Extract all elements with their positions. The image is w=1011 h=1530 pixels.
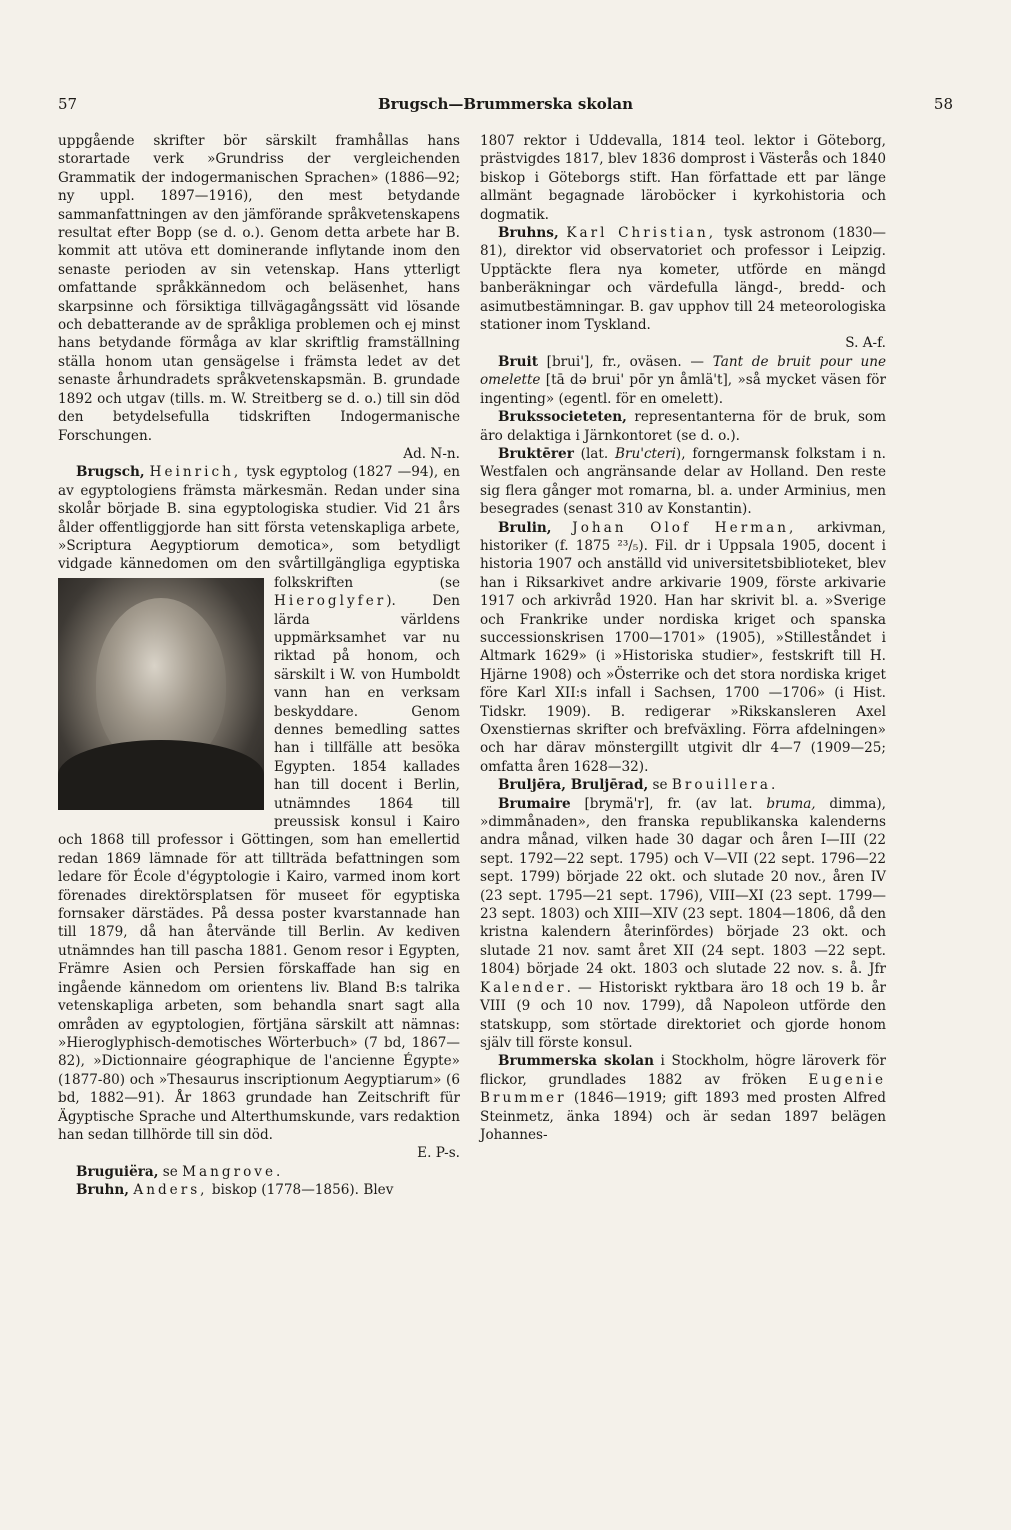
entry-text: arkivman, historiker (f. 1875 ²³/₅). Fil. dr i Uppsala 1905, docent i historia 1907 och anställd vid universitetsbiblioteket, blev han i Riksarkivet andre arkivarie 1909, förste arkivarie 1917 och arkivråd 1920. Han har skrivit bl. a. »Sverige och Frankrike under nordiska kriget och spanska successionskrisen 1700—1701» (1905), »Stilleståndet i Altmark 1629» (i »Historiska studier», festskrift till H. Hjärne 1908) och »Österrike och det stora nordiska kriget före Karl XII:s infall i Sachsen, 1700 —1706» (i Hist. Tidskr. 1909). B. redigerar »Rikskansleren Axel Oxenstiernas skrifter och brefväxling. Förra afdelningen» och har därav mönstergillt utgivit dlr 4—7 (1909—25; omfatta åren 1628—32).	[480, 519, 887, 775]
page-header	[58, 95, 953, 119]
entry-brulin	[480, 519, 886, 777]
entry-text: . — Historiskt ryktbara äro 18 och 19 b. år VIII (9 och 10 nov. 1799), då Napoleon utförde den statskupp, som störtade direktoriet och gjorde honom själv till förste konsul.	[480, 979, 886, 1051]
entry-text: biskop (1778—1856). Blev	[207, 1182, 394, 1199]
entry-given-name: Johan Olof Herman,	[572, 519, 797, 536]
entry-text: tysk egyptolog (1827 —94), en av egyptologiens främsta märkesmän. Redan under sina skolår började B. sina egyptologiska studier. Vid 21 års ålder offentliggjorde han sitt första vetenskapliga arbete, »Scriptura Aegyptiorum demotica», som betydligt vidgade kännedomen om den svårtillgängliga egyptiska folkskriften (se	[58, 464, 460, 591]
entry-brumaire	[480, 795, 886, 1053]
entry-brugsch	[58, 463, 460, 1144]
entry-brukterer	[480, 445, 886, 519]
entry-text: se	[158, 1163, 183, 1180]
entry-text: i Stockholm, högre läroverk för flickor, grundlades 1882 av fröken	[480, 1053, 886, 1088]
entry-brukssocieteten	[480, 408, 886, 445]
cross-reference: Brouillera	[671, 777, 771, 794]
entry-continuation: uppgående skrifter bör särskilt framhållas hans storartade verk »Grundriss der vergleichenden Grammatik der indogermanischen Sprachen» (1886—92; ny uppl. 1897—1916), den mest betydande sammanfattningen av den jämförande språkvetenskapens resultat efter Bopp (se d. o.). Genom detta arbete har B. kommit att utöva ett dominerande inflytande inom den senaste perioden av sin vetenskap. Hans ytterligt omfattande språkkännedom och beläsenhet, hans skarpsinne och försiktiga tillvägagångssätt vid lösande och debatterande av de språkliga problemen och ej minst hans betydande förmåga av klar skriftlig framställning ställa honom utan gensägelse i främsta ledet av det senaste århundradets språkvetenskapsmän. B. grundade 1892 och utgav (tills. m. W. Streitberg se d. o.) till sin död den betydelsefulla tidskriften Indogermanische Forschungen.	[58, 133, 460, 444]
entry-bruhn	[58, 1181, 460, 1199]
entry-headword: Bruljēra, Bruljērad,	[498, 777, 649, 794]
right-column	[480, 132, 886, 1144]
entry-text: [brui'], fr., oväsen. —	[537, 353, 713, 370]
entry-text: (1846—1919; gift 1893 med prosten Alfred Steinmetz, änka 1894) och är sedan 1897 belägen Johannes-	[480, 1090, 886, 1143]
page-number-right: 58	[933, 95, 953, 113]
entry-bruhns	[480, 224, 886, 334]
entry-headword: Brugsch,	[76, 464, 145, 481]
author-signature: S. A-f.	[845, 335, 886, 352]
entry-text: .	[276, 1163, 281, 1180]
entry-brummerska	[480, 1052, 886, 1144]
entry-text: representanterna för de bruk, som äro delaktiga i Järnkontoret (se d. o.).	[480, 409, 886, 444]
entry-text: tysk astronom (1830—81), direktor vid observatoriet och professor i Leipzig. Upptäckte flera nya kometer, utförde en mängd banberäkningar och värdefulla längd-, bredd- och asimutbestämningar. B. gav upphov till 24 meteorologiska stationer inom Tyskland.	[480, 225, 886, 334]
cross-reference: Mangrove	[182, 1163, 277, 1180]
running-title: Brugsch—Brummerska skolan	[377, 95, 634, 113]
entry-bruguiera	[58, 1163, 460, 1181]
entry-italic: bruma,	[766, 795, 816, 812]
entry-bruljera	[480, 776, 886, 794]
entry-text: .	[770, 777, 776, 794]
entry-headword: Brulin,	[498, 519, 552, 536]
entry-headword: Bruhn,	[76, 1182, 130, 1199]
entry-headword: Bruguiëra,	[76, 1163, 159, 1180]
entry-text: dimma), »dimmånaden», den franska republikanska kalenderns andra månad, vilken hade 30 dagar och åren I—III (22 sept. 1792—22 sept. 1795) och V—VII (22 sept. 1796—22 sept. 1799) började 22 okt. och slutade 20 nov., åren IV (23 sept. 1795—21 sept. 1796), VIII—XI (23 sept. 1799—23 sept. 1803) och XIII—XIV (23 sept. 1804—1806, då den kristna kalendern återinfördes) började 23 okt. och slutade 21 nov. samt året XII (24 sept. 1803 —22 sept. 1804) började 24 okt. 1803 och slutade 22 nov. s. å. Jfr	[480, 795, 886, 978]
entry-headword: Bruktērer	[498, 445, 574, 462]
entry-text: ), forngermansk folkstam i n. Westfalen och angränsande delar av Holland. Den reste sig flera gånger mot romarna, bl. a. under Arminius, men besegrades (senast 310 av Konstantin).	[480, 445, 886, 518]
entry-continuation: 1807 rektor i Uddevalla, 1814 teol. lektor i Göteborg, prästvigdes 1817, blev 1836 domprost i Västerås och 1840 biskop i Göteborgs stift. Han författade ett par länge allmänt begagnade läroböcker i kyrkohistoria och dogmatik.	[480, 133, 886, 223]
entry-headword: Bruhns,	[498, 225, 559, 242]
entry-italic: Tant de bruit pour une omelette	[480, 353, 886, 389]
portrait-photo	[58, 578, 264, 810]
entry-text: [tā də brui' pōr yn åmlä't], »så mycket väsen för ingenting» (egentl. för en omelett).	[480, 372, 886, 407]
entry-headword: Bruit	[498, 353, 538, 370]
entry-given-name: Anders,	[133, 1182, 208, 1199]
author-signature: Ad. N-n.	[403, 445, 460, 462]
author-signature: E. P-s.	[417, 1145, 460, 1162]
entry-italic: Bru'cteri	[614, 445, 676, 462]
entry-bruit	[480, 353, 886, 408]
entry-given-name: Karl Christian,	[566, 225, 717, 242]
page-number-left: 57	[58, 95, 78, 113]
entry-text: se	[648, 777, 672, 794]
entry-headword: Brukssocieteten,	[498, 409, 627, 426]
entry-text: (lat.	[573, 445, 615, 462]
entry-headword: Brumaire	[498, 795, 571, 812]
entry-given-name: Heinrich,	[149, 464, 242, 481]
entry-headword: Brummerska skolan	[498, 1053, 654, 1070]
cross-reference: Hieroglyfer	[274, 593, 387, 610]
entry-given-name: Eugenie Brummer	[480, 1071, 886, 1107]
entry-text: ). Den lärda världens uppmärksamhet var nu riktad på honom, och särskilt i W. von Humboldt vann han en verksam beskyddare. Genom dennes bemedling sattes han i tillfälle att besöka Egypten. 1854 kallades han till docent i Berlin, utnämndes 1864 till preussisk konsul i Kairo och 1868 till professor i Göttingen, som han emellertid redan 1869 lämnade för att tillträda befattningen som ledare för École d'égyptologie i Kairo, varmed inom kort förenades direktörsplatsen för museet för egyptiska fornsaker därstädes. På dessa poster kvarstannade han till 1879, då han återvände till Berlin. Av kediven utnämndes han till pascha 1881. Genom resor i Egypten, Främre Asien och Persien förskaffade han sig en ingående kännedom om orientens liv. Bland B:s talrika vetenskapliga arbeten, som behandla snart sagt alla områden av egyptologien, förtjäna särskilt att nämnas: »Hieroglyphisch-demotisches Wörterbuch» (7 bd, 1867—82), »Dictionnaire géographique de l'ancienne Égypte» (1877-80) och »Thesaurus inscriptionum Aegyptiarum» (6 bd, 1882—91). År 1863 grundade han Zeitschrift für Ägyptische Sprache und Alterthumskunde, vars redaktion han sedan tillhörde till sin död.	[58, 593, 460, 1143]
entry-text: [brymä'r], fr. (av lat.	[570, 795, 767, 812]
left-column	[58, 132, 460, 1200]
cross-reference: Kalender	[480, 979, 567, 996]
portrait-coat	[58, 740, 264, 810]
